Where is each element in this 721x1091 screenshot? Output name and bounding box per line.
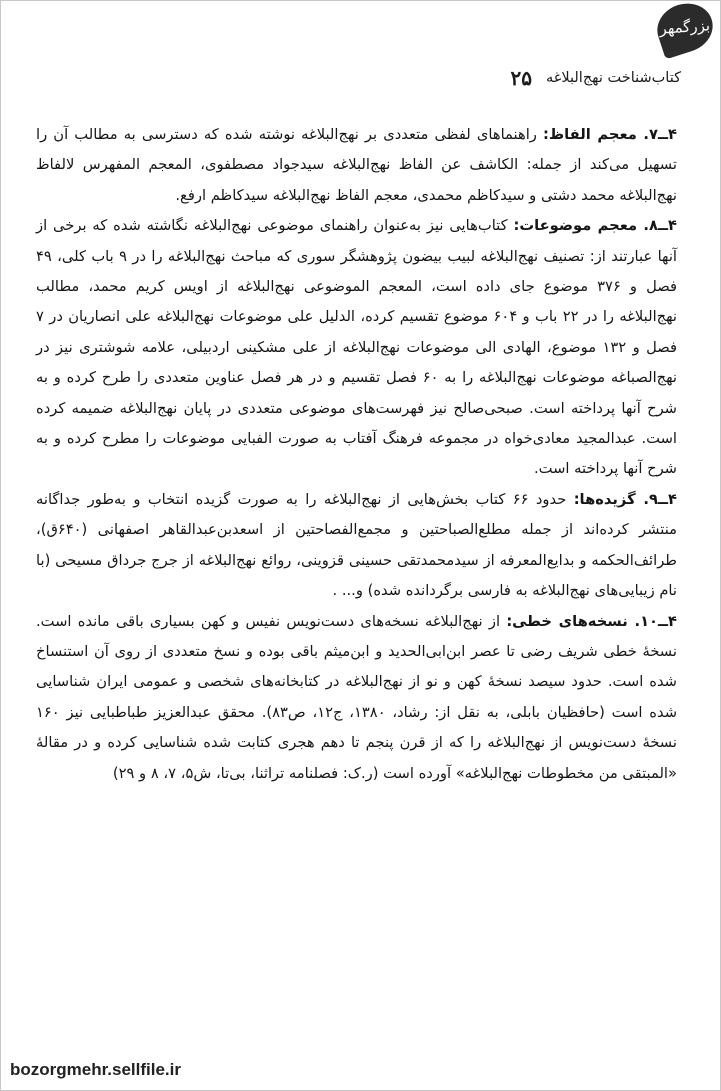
running-title: کتاب‌شناخت نهج‌البلاغه [545,70,681,86]
paragraph-heading: ۴ــ۸. معجم موضوعات: [513,217,677,235]
paragraph-body: کتاب‌هایی نیز به‌عنوان راهنمای موضوعی نهج‌البلاغه نگاشته شده که برخی از آنها عبارتند از: تصنیف نهج‌البلاغه لبیب بیضون پژوهشگر سوری که مباحث نهج‌البلاغه را در ۹ باب کلی، ۴۹ فصل و ۳۷۶ موضوع جای داده است، المعجم الموضوعی نهج‌البلاغه از اویس کریم محمد، مطالب نهج‌البلاغه را در ۲۲ باب و ۶۰۴ موضوع تقسیم کرده، الدلیل علی موضوعات نهج‌البلاغه علی انصاریان در ۷ فصل و ۱۳۲ موضوع، الهادی الی موضوعات نهج‌البلاغه از علی مشکینی اردبیلی، علامه شوشتری نیز در نهج‌الصباغه موضوعات نهج‌البلاغه را به ۶۰ فصل تقسیم و در هر فصل عناوین متعددی را طرح کرده و به شرح آنها پرداخته است. صبحی‌صالح نیز فهرست‌های موضوعی متعددی در پایان نهج‌البلاغه ضمیمه کرده است. عبدالمجید معادی‌خواه در مجموعه فرهنگ آفتاب به صورت الفبایی موضوعات را مطرح کرده و به شرح آنها پرداخته است. [36,217,677,478]
paragraph-selections [36,485,677,607]
paragraph-heading: ۴ــ۱۰. نسخه‌های خطی: [506,612,678,630]
paragraph-word-concordance [36,120,677,211]
body-text [36,120,677,789]
paragraph-body: راهنماهای لفظی متعددی بر نهج‌البلاغه نوشته شده که دسترسی به مطالب آن را تسهیل می‌کند از جمله: الکاشف عن الفاظ نهج‌البلاغه سیدجواد مصطفوی، المعجم المفهرس لالفاظ نهج‌البلاغه محمد دشتی و سیدکاظم محمدی، معجم الفاظ نهج‌البلاغه سیدکاظم ارفع. [36,126,677,204]
paragraph-body: از نهج‌البلاغه نسخه‌های دست‌نویس نفیس و کهن بسیاری باقی مانده است. نسخهٔ خطی شریف رضی تا عصر ابن‌ابی‌الحدید و ابن‌میثم باقی بوده و نسخ متعددی از روی آن استنساخ شده است. حدود سیصد نسخهٔ کهن و نو از نهج‌البلاغه در کتابخانه‌های شخصی و عمومی ایران شناسایی شده است (حافظیان بابلی، به نقل از: رشاد، ۱۳۸۰، ج۱۲، ص۸۳). محقق عبدالعزیز طباطبایی نیز ۱۶۰ نسخهٔ دست‌نویس از نهج‌البلاغه را که از قرن پنجم تا دهم هجری کتابت شده شناسایی کرده و در مقالهٔ «المبتقی من مخطوطات نهج‌البلاغه» آورده است (ر.ک: فصلنامه تراثنا، بی‌تا، ش۵، ۷، ۸ و ۲۹) [36,612,677,782]
paragraph-manuscripts [36,607,677,789]
paragraph-heading: ۴ــ۹. گزیده‌ها: [573,490,677,508]
paragraph-topic-concordance [36,211,677,485]
logo-text: بزرگمهر [658,16,711,38]
paragraph-body: حدود ۶۶ کتاب بخش‌هایی از نهج‌البلاغه را به صورت گزیده انتخاب و به‌طور جداگانه منتشر کرده‌اند از جمله مطلع‌الصباحتین و مجمع‌الفصاحتین از اسعدبن‌عبدالقاهر اصفهانی (۶۴۰ق)، طرائف‌الحکمه و بدایع‌المعرفه از سیدمحمدتقی حسینی قزوینی، روائع نهج‌البلاغه از جرج جرداق مسیحی (با نام زیبایی‌های نهج‌البلاغه به فارسی برگردانده شده) و... . [36,490,677,600]
paragraph-heading: ۴ــ۷. معجم الفاظ: [543,126,678,143]
running-header [30,58,681,98]
watermark-url[interactable]: bozorgmehr.sellfile.ir [10,1060,181,1079]
page-number: ۲۵ [510,66,532,90]
